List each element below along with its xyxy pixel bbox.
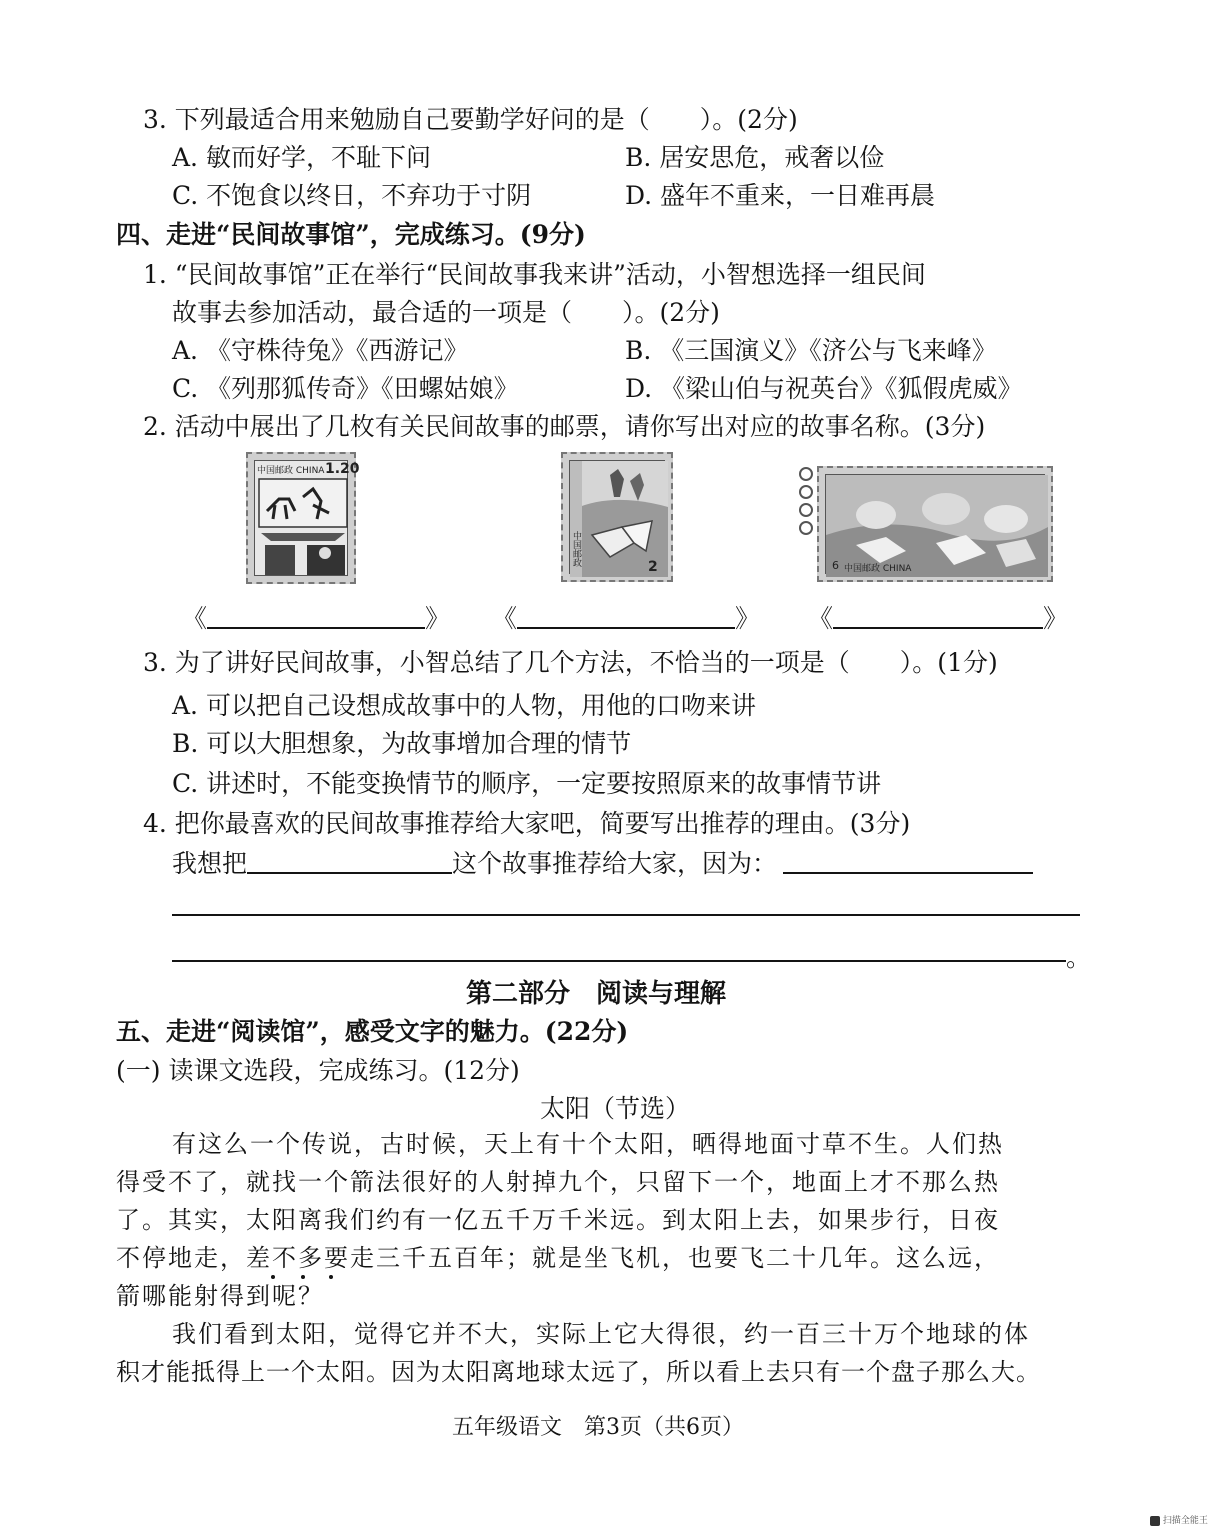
passage-line: 有这么一个传说，古时候，天上有十个太阳，晒得地面寸草不生。人们热 (172, 1130, 1004, 1158)
s4-q1-option-a: A. 《守株待兔》《西游记》 (172, 336, 469, 365)
reason-blank[interactable] (783, 848, 1033, 874)
stamp3-answer-blank[interactable] (808, 603, 1068, 635)
section5-heading: 五、走进“阅读馆”，感受文字的魅力。(22分) (116, 1017, 629, 1046)
answer-line[interactable] (833, 603, 1043, 629)
watermark-text: 扫描全能王 (1162, 1516, 1208, 1526)
part2-title: 第二部分 阅读与理解 (466, 979, 727, 1009)
passage-line: 得受不了，就找一个箭法很好的人射掉九个，只留下一个，地面上才不那么热 (116, 1168, 1000, 1196)
section4-heading: 四、走进“民间故事馆”，完成练习。(9分) (116, 220, 586, 249)
open-bracket: 《 (492, 604, 518, 633)
answer-line[interactable] (517, 603, 735, 629)
reason-line-3[interactable] (172, 960, 1066, 962)
passage-title: 太阳（节选） (540, 1094, 691, 1123)
emphasis-dot (329, 1275, 333, 1279)
s4-q1-option-c: C. 《列那狐传奇》《田螺姑娘》 (172, 374, 519, 403)
s4-q1-option-b: B. 《三国演义》《济公与飞来峰》 (625, 336, 997, 365)
stamp-image-2 (561, 452, 673, 582)
open-bracket: 《 (182, 604, 208, 633)
postmark-mark (790, 460, 830, 570)
answer-line[interactable] (207, 603, 425, 629)
emphasis-dot (271, 1275, 275, 1279)
stamp2-answer-blank[interactable] (492, 603, 760, 635)
stamp3-country: 中国邮政 CHINA (844, 564, 912, 574)
s4-q1-option-d: D. 《梁山伯与祝英台》《狐假虎威》 (625, 374, 1023, 403)
open-bracket: 《 (808, 604, 834, 633)
fill-middle: 这个故事推荐给大家，因为： (452, 849, 778, 878)
story-name-blank[interactable] (247, 848, 452, 874)
scanner-watermark (1150, 1513, 1208, 1526)
page-footer: 五年级语文 第3页（共6页） (452, 1415, 744, 1440)
q3-option-c: C. 不饱食以终日，不弃功于寸阴 (172, 181, 532, 210)
s4-q1-stem-line1: 1. “民间故事馆”正在举行“民间故事我来讲”活动，小智想选择一组民间 (143, 260, 926, 289)
stamp-image-3 (817, 466, 1053, 582)
passage-line: 不停地走，差不多要走三千五百年；就是坐飞机，也要飞二十几年。这么远， (116, 1244, 1000, 1272)
q3-stem: 3. 下列最适合用来勉励自己要勤学好问的是（ ）。(2分) (143, 105, 798, 134)
passage-line: 我们看到太阳，觉得它并不大，实际上它大得很，约一百三十万个地球的体 (172, 1320, 1030, 1348)
scanner-logo-icon (1150, 1516, 1160, 1526)
passage-line: 了。其实，太阳离我们约有一亿五千万千米远。到太阳上去，如果步行，日夜 (116, 1206, 1000, 1234)
s4-q2-stem: 2. 活动中展出了几枚有关民间故事的邮票，请你写出对应的故事名称。(3分) (143, 412, 986, 441)
section5-sub1: (一) 读课文选段，完成练习。(12分) (116, 1056, 520, 1085)
reason-line-2[interactable] (172, 914, 1080, 916)
s4-q1-stem-line2: 故事去参加活动，最合适的一项是（ ）。(2分) (172, 298, 720, 327)
s4-q4-stem: 4. 把你最喜欢的民间故事推荐给大家吧，简要写出推荐的理由。(3分) (143, 809, 911, 838)
fill-prefix: 我想把 (172, 849, 248, 878)
stamp2-value: 2 (648, 559, 658, 575)
s4-q4-fill-line (172, 848, 1033, 880)
s4-q3-stem: 3. 为了讲好民间故事，小智总结了几个方法，不恰当的一项是（ ）。(1分) (143, 648, 998, 677)
end-period: 。 (1066, 943, 1092, 972)
close-bracket: 》 (1043, 604, 1069, 633)
q3-option-d: D. 盛年不重来，一日难再晨 (625, 181, 936, 210)
s4-q3-option-c: C. 讲述时，不能变换情节的顺序，一定要按照原来的故事情节讲 (172, 769, 882, 798)
stamp2-country: 中国邮政 (571, 531, 581, 567)
s4-q3-option-a: A. 可以把自己设想成故事中的人物，用他的口吻来讲 (172, 691, 756, 720)
close-bracket: 》 (425, 604, 451, 633)
close-bracket: 》 (735, 604, 761, 633)
q3-option-b: B. 居安思危，戒奢以俭 (625, 143, 885, 172)
q3-option-a: A. 敏而好学，不耻下问 (172, 143, 431, 172)
passage-line: 积才能抵得上一个太阳。因为太阳离地球太远了，所以看上去只有一个盘子那么大。 (116, 1358, 1041, 1386)
stamp-image-1 (246, 452, 360, 584)
stamp1-illustration (255, 475, 351, 585)
s4-q3-option-b: B. 可以大胆想象，为故事增加合理的情节 (172, 729, 632, 758)
stamp3-value: 6 (832, 559, 839, 572)
emphasis-dot (301, 1275, 305, 1279)
passage-line: 箭哪能射得到呢？ (116, 1282, 324, 1310)
stamp1-value: 1.20 (325, 461, 360, 477)
stamp1-country: 中国邮政 CHINA (257, 466, 325, 476)
stamp1-answer-blank[interactable] (182, 603, 450, 635)
